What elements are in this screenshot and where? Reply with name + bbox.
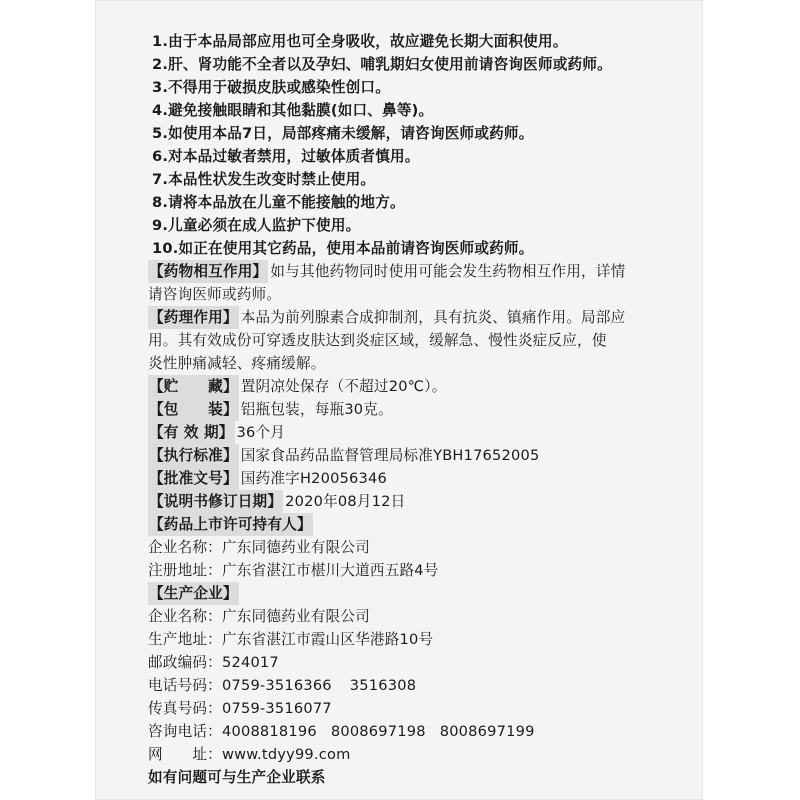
validity-heading: 【有 效 期】 xyxy=(148,421,235,444)
package-row xyxy=(148,398,708,421)
phone-row xyxy=(148,674,708,697)
leaflet-text xyxy=(148,30,708,789)
mah-address-row xyxy=(148,559,708,582)
hotline-label: 咨询电话： xyxy=(148,723,222,740)
approval-value: 国药准字H20056346 xyxy=(240,470,387,487)
pharmacology-text-1: 本品为前列腺素合成抑制剂，具有抗炎、镇痛作用。局部应 xyxy=(240,309,626,326)
precaution-6: 6.对本品过敏者禁用，过敏体质者慎用。 xyxy=(152,148,420,165)
precaution-1: 1.由于本品局部应用也可全身吸收，故应避免长期大面积使用。 xyxy=(152,33,568,50)
pharmacology-text-3: 炎性肿痛减轻、疼痛缓解。 xyxy=(148,355,326,372)
manufacturer-name-label: 企业名称： xyxy=(148,608,222,625)
pharmacology-text-2: 用。其有效成份可穿透皮肤达到炎症区域，缓解急、慢性炎症反应，使 xyxy=(148,332,607,349)
pharmacology-section xyxy=(148,306,708,329)
interactions-heading: 【药物相互作用】 xyxy=(148,260,268,283)
manufacturer-address-row xyxy=(148,628,708,651)
standard-heading: 【执行标准】 xyxy=(148,444,239,467)
mah-name-row xyxy=(148,536,708,559)
mah-address-value: 广东省湛江市椹川大道西五路4号 xyxy=(221,562,439,579)
phone-value-2: 3516308 xyxy=(349,677,417,694)
zip-value: 524017 xyxy=(221,654,279,671)
precaution-9: 9.儿童必须在成人监护下使用。 xyxy=(152,217,361,234)
manufacturer-heading: 【生产企业】 xyxy=(148,582,239,605)
package-value: 铝瓶包装，每瓶30克。 xyxy=(240,401,393,418)
zip-row xyxy=(148,651,708,674)
interactions-text-2: 请咨询医师或药师。 xyxy=(148,286,282,303)
mah-name-value: 广东同德药业有限公司 xyxy=(221,539,370,556)
standard-value: 国家食品药品监督管理局标准YBH17652005 xyxy=(240,447,540,464)
revision-value: 2020年08月12日 xyxy=(285,493,406,510)
hotline-value-1: 4008818196 xyxy=(221,723,317,740)
precaution-3: 3.不得用于破损皮肤或感染性创口。 xyxy=(152,79,391,96)
manufacturer-address-label: 生产地址： xyxy=(148,631,222,648)
precaution-5: 5.如使用本品7日，局部疼痛未缓解，请咨询医师或药师。 xyxy=(152,125,534,142)
precaution-7: 7.本品性状发生改变时禁止使用。 xyxy=(152,171,376,188)
interactions-text-1: 如与其他药物同时使用可能会发生药物相互作用，详情 xyxy=(270,263,626,280)
hotline-value-3: 8008697199 xyxy=(439,723,535,740)
manufacturer-name-value: 广东同德药业有限公司 xyxy=(221,608,370,625)
precaution-4: 4.避免接触眼睛和其他黏膜(如口、鼻等)。 xyxy=(152,102,434,119)
interactions-section xyxy=(148,260,708,283)
fax-value: 0759-3516077 xyxy=(221,700,332,717)
phone-label: 电话号码： xyxy=(148,677,222,694)
package-heading: 【包 装】 xyxy=(148,398,239,421)
storage-heading: 【贮 藏】 xyxy=(148,375,239,398)
standard-row xyxy=(148,444,708,467)
mah-heading: 【药品上市许可持有人】 xyxy=(148,513,313,536)
phone-value-1: 0759-3516366 xyxy=(221,677,332,694)
hotline-row xyxy=(148,720,708,743)
website-row xyxy=(148,743,708,766)
approval-heading: 【批准文号】 xyxy=(148,467,239,490)
revision-heading: 【说明书修订日期】 xyxy=(148,490,283,513)
precaution-2: 2.肝、肾功能不全者以及孕妇、哺乳期妇女使用前请咨询医师或药师。 xyxy=(152,56,612,73)
revision-row xyxy=(148,490,708,513)
footer-note: 如有问题可与生产企业联系 xyxy=(148,769,326,786)
validity-row xyxy=(148,421,708,444)
pharmacology-heading: 【药理作用】 xyxy=(148,306,239,329)
storage-row xyxy=(148,375,708,398)
manufacturer-section xyxy=(148,582,708,605)
fax-row xyxy=(148,697,708,720)
precaution-8: 8.请将本品放在儿童不能接触的地方。 xyxy=(152,194,405,211)
mah-section xyxy=(148,513,708,536)
manufacturer-address-value: 广东省湛江市霞山区华港路10号 xyxy=(221,631,434,648)
fax-label: 传真号码： xyxy=(148,700,222,717)
zip-label: 邮政编码： xyxy=(148,654,222,671)
approval-row xyxy=(148,467,708,490)
storage-value: 置阴凉处保存（不超过20℃）。 xyxy=(240,378,447,395)
hotline-value-2: 8008697198 xyxy=(330,723,426,740)
validity-value: 36个月 xyxy=(236,424,286,441)
manufacturer-name-row xyxy=(148,605,708,628)
website-label: 网 址： xyxy=(148,746,222,763)
mah-name-label: 企业名称： xyxy=(148,539,222,556)
precaution-10: 10.如正在使用其它药品，使用本品前请咨询医师或药师。 xyxy=(152,240,534,257)
website-value: www.tdyy99.com xyxy=(221,746,351,763)
mah-address-label: 注册地址： xyxy=(148,562,222,579)
